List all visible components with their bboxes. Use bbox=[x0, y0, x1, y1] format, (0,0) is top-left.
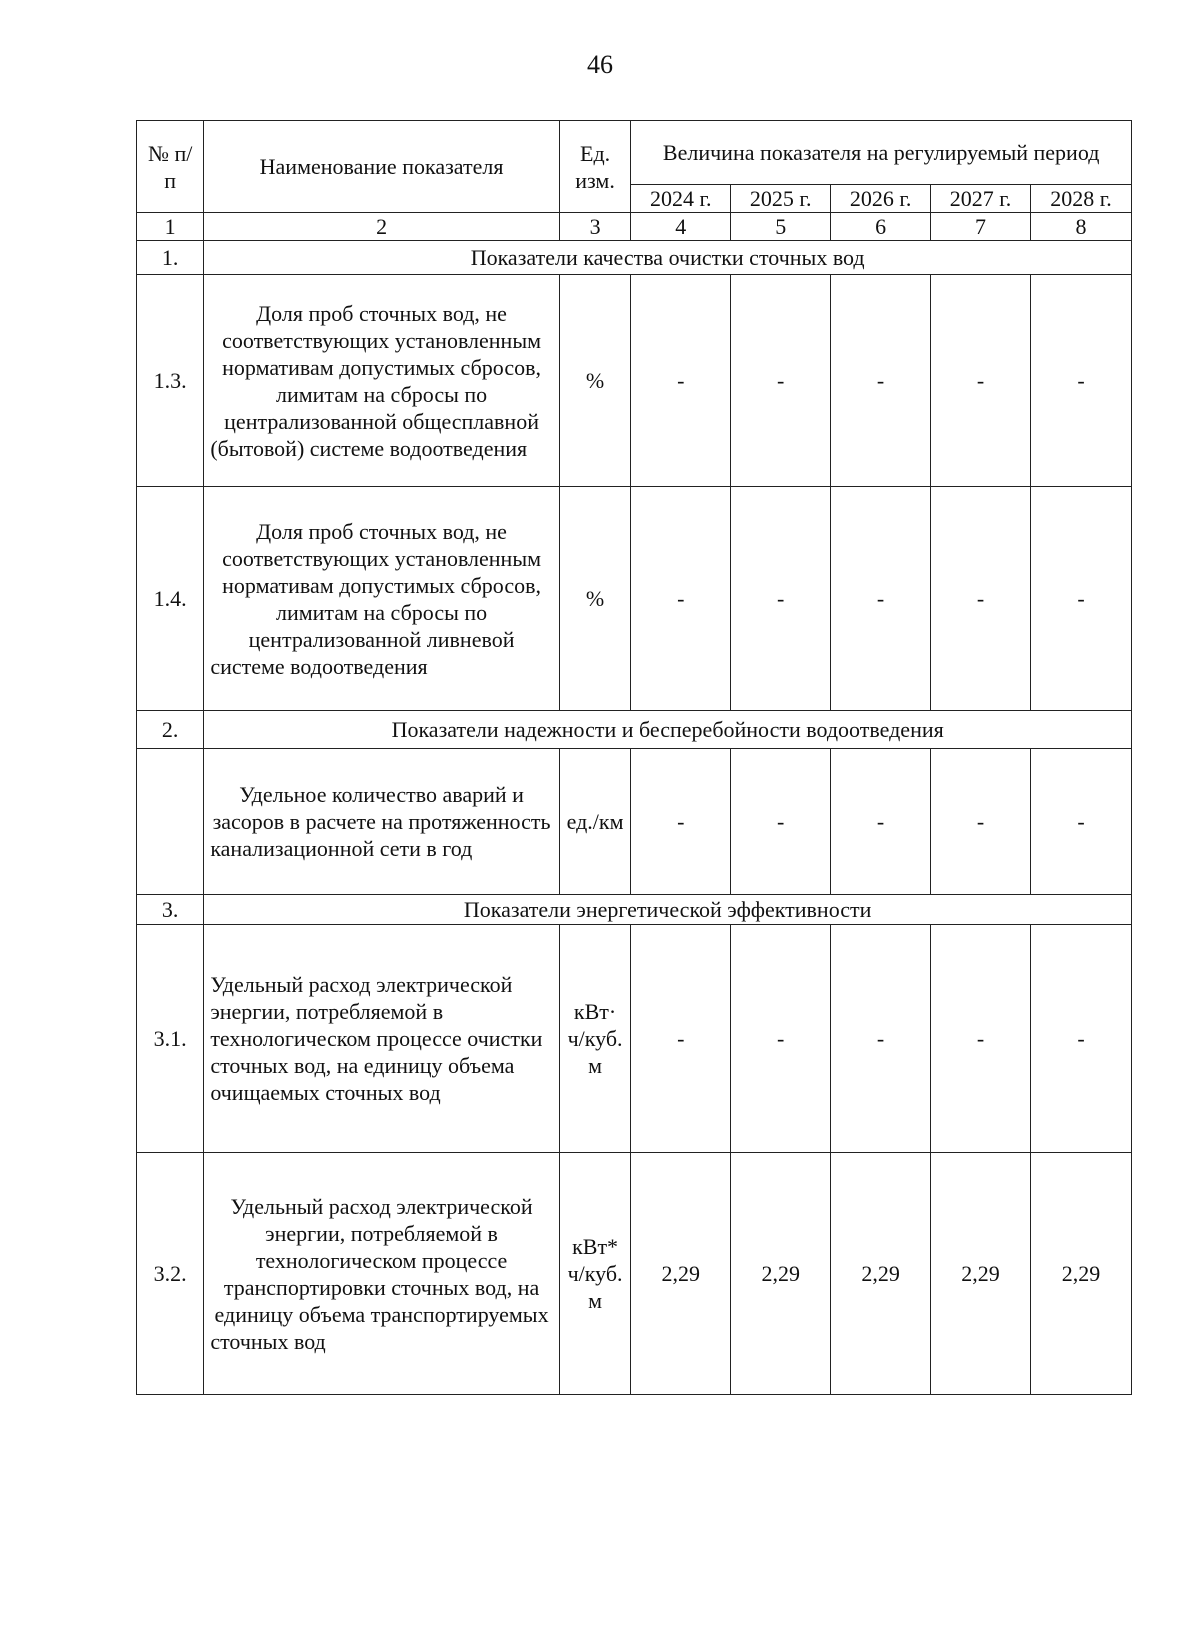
table-row bbox=[137, 1153, 1132, 1395]
row-num: 1.3. bbox=[137, 275, 204, 487]
row-value: 2,29 bbox=[931, 1153, 1031, 1395]
section-row bbox=[137, 895, 1132, 925]
header-year: 2024 г. bbox=[631, 185, 731, 213]
column-number: 3 bbox=[559, 213, 631, 241]
header-unit-col: Ед. изм. bbox=[559, 121, 631, 213]
column-number: 7 bbox=[931, 213, 1031, 241]
row-unit: кВт*ч/куб. м bbox=[559, 1153, 631, 1395]
row-value: - bbox=[631, 487, 731, 711]
column-number: 5 bbox=[731, 213, 831, 241]
row-value: - bbox=[1030, 749, 1131, 895]
row-value: - bbox=[731, 749, 831, 895]
header-value-col: Величина показателя на регулируемый период bbox=[631, 121, 1132, 185]
column-number: 2 bbox=[204, 213, 560, 241]
column-number: 8 bbox=[1030, 213, 1131, 241]
column-number: 1 bbox=[137, 213, 204, 241]
header-year: 2027 г. bbox=[931, 185, 1031, 213]
row-value: - bbox=[931, 275, 1031, 487]
column-number: 6 bbox=[831, 213, 931, 241]
section-num: 1. bbox=[137, 241, 204, 275]
row-value: - bbox=[731, 925, 831, 1153]
row-name: Удельный расход электрической энергии, потребляемой в технологическом процессе очистки сточных вод, на единицу объема очищаемых сточных вод bbox=[204, 925, 560, 1153]
row-value: - bbox=[931, 925, 1031, 1153]
row-name: Удельное количество аварий и засоров в расчете на протяженность канализационной сети в год bbox=[204, 749, 560, 895]
section-title: Показатели качества очистки сточных вод bbox=[204, 241, 1132, 275]
row-unit: % bbox=[559, 487, 631, 711]
row-value: - bbox=[831, 487, 931, 711]
row-value: - bbox=[831, 275, 931, 487]
row-num: 1.4. bbox=[137, 487, 204, 711]
row-value: - bbox=[831, 925, 931, 1153]
row-value: - bbox=[1030, 925, 1131, 1153]
header-num-col: № п/п bbox=[137, 121, 204, 213]
row-name: Доля проб сточных вод, не соответствующих установленным нормативам допустимых сбросов, лимитам на сбросы по централизованной общесплавной (бытовой) системе водоотведения bbox=[204, 275, 560, 487]
row-value: - bbox=[1030, 487, 1131, 711]
row-value: 2,29 bbox=[631, 1153, 731, 1395]
header-name-col: Наименование показателя bbox=[204, 121, 560, 213]
row-unit: кВт·ч/куб. м bbox=[559, 925, 631, 1153]
row-value: - bbox=[731, 275, 831, 487]
row-name: Доля проб сточных вод, не соответствующих установленным нормативам допустимых сбросов, лимитам на сбросы по централизованной ливневой системе водоотведения bbox=[204, 487, 560, 711]
section-num: 2. bbox=[137, 711, 204, 749]
row-num: 3.1. bbox=[137, 925, 204, 1153]
row-value: - bbox=[831, 749, 931, 895]
section-row bbox=[137, 241, 1132, 275]
row-value: - bbox=[931, 487, 1031, 711]
header-year: 2025 г. bbox=[731, 185, 831, 213]
row-value: - bbox=[1030, 275, 1131, 487]
row-value: - bbox=[931, 749, 1031, 895]
column-number: 4 bbox=[631, 213, 731, 241]
row-value: 2,29 bbox=[831, 1153, 931, 1395]
section-num: 3. bbox=[137, 895, 204, 925]
row-value: - bbox=[731, 487, 831, 711]
row-num bbox=[137, 749, 204, 895]
row-value: - bbox=[631, 749, 731, 895]
row-value: 2,29 bbox=[731, 1153, 831, 1395]
row-value: 2,29 bbox=[1030, 1153, 1131, 1395]
table-row bbox=[137, 275, 1132, 487]
row-value: - bbox=[631, 275, 731, 487]
row-name: Удельный расход электрической энергии, потребляемой в технологическом процессе транспортировки сточных вод, на единицу объема транспортируемых сточных вод bbox=[204, 1153, 560, 1395]
section-title: Показатели энергетической эффективности bbox=[204, 895, 1132, 925]
indicators-table bbox=[136, 120, 1132, 1395]
row-unit: ед./км bbox=[559, 749, 631, 895]
header-year: 2026 г. bbox=[831, 185, 931, 213]
table-row bbox=[137, 749, 1132, 895]
row-value: - bbox=[631, 925, 731, 1153]
table-row bbox=[137, 487, 1132, 711]
row-num: 3.2. bbox=[137, 1153, 204, 1395]
section-row bbox=[137, 711, 1132, 749]
row-unit: % bbox=[559, 275, 631, 487]
section-title: Показатели надежности и бесперебойности водоотведения bbox=[204, 711, 1132, 749]
header-year: 2028 г. bbox=[1030, 185, 1131, 213]
page-number: 46 bbox=[587, 50, 613, 79]
table-row bbox=[137, 925, 1132, 1153]
